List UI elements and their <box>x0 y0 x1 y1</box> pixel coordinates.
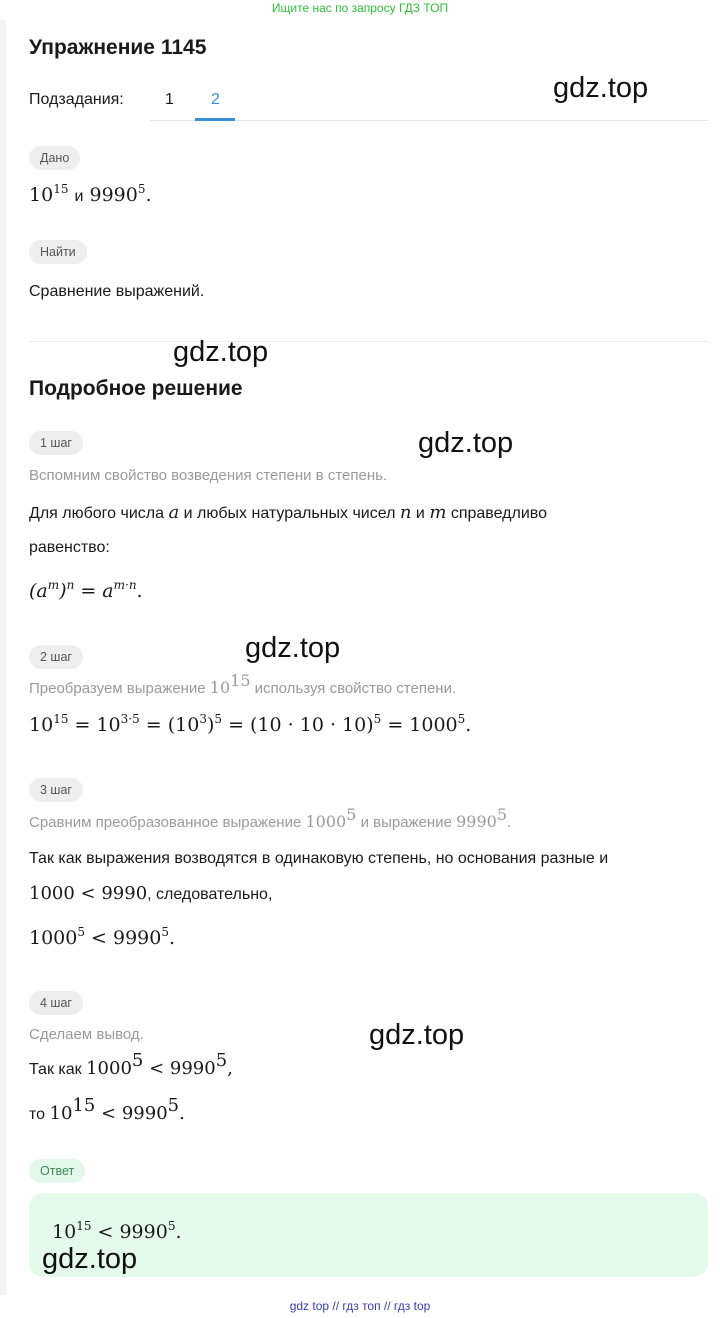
formula-part: (a <box>29 580 48 602</box>
step-2-pill-wrap <box>29 645 83 669</box>
formula-part: . <box>179 1103 185 1124</box>
given-a-base: 10 <box>29 184 54 206</box>
hint-text: и выражение <box>360 814 452 831</box>
hint-math: 5 <box>346 805 357 824</box>
solution-title: Подробное решение <box>29 377 243 400</box>
watermark: gdz.top <box>369 1019 465 1051</box>
formula-part: . <box>175 1221 182 1243</box>
formula-part: 1000 <box>29 927 78 949</box>
step-1-text: Для любого числа <box>29 505 165 522</box>
hint-text: Сравним преобразованное выражение <box>29 814 302 831</box>
formula-part: 15 <box>76 1219 92 1233</box>
formula-part: 5 <box>77 925 85 939</box>
watermark: gdz.top <box>553 72 649 104</box>
exercise-title: Упражнение 1145 <box>29 36 207 59</box>
hint-text: используя свойство степени. <box>254 680 457 697</box>
formula-part: 15 <box>72 1095 96 1116</box>
hint-text: . <box>507 814 512 831</box>
step-3-line-1: Так как выражения возводятся в одинаковую степень, но основания разные и <box>29 850 609 867</box>
formula-part: = 10 <box>68 714 121 736</box>
answer-pill-wrap <box>29 1159 85 1183</box>
formula-part: = (10 · 10 · 10) <box>222 714 374 736</box>
formula-part: = (10 <box>139 714 200 736</box>
formula-part: < 9990 <box>143 1058 216 1079</box>
tab-subtask-2[interactable]: 2 <box>211 91 220 108</box>
answer-formula <box>52 1221 182 1243</box>
step-1-line-1 <box>29 502 547 523</box>
formula-part: . <box>169 927 176 949</box>
hint-text: Преобразуем выражение <box>29 680 206 697</box>
formula-part: . <box>136 580 143 602</box>
formula-part: , <box>227 1058 233 1079</box>
formula-part: 5 <box>215 1050 228 1071</box>
active-tab-indicator <box>195 118 235 121</box>
formula-part: 5 <box>161 925 169 939</box>
given-section <box>29 146 80 170</box>
watermark: gdz.top <box>42 1243 138 1275</box>
step-1-formula <box>29 580 143 602</box>
var-m: m <box>429 502 447 523</box>
formula-part: 5 <box>131 1050 144 1071</box>
step-3-pill: 3 шаг <box>29 778 83 802</box>
section-divider <box>29 341 708 342</box>
answer-pill: Ответ <box>29 1159 85 1183</box>
step-4-pill-wrap <box>29 991 83 1015</box>
step-4-line-2 <box>29 1095 185 1124</box>
given-b-base: 9990 <box>89 184 138 206</box>
var-n: n <box>399 502 412 523</box>
formula-part: ) <box>59 580 67 602</box>
find-text: Сравнение выражений. <box>29 283 205 300</box>
step-2-formula <box>29 714 471 736</box>
given-pill: Дано <box>29 146 80 170</box>
given-end: . <box>145 184 152 206</box>
formula-part: < 9990 <box>91 1221 168 1243</box>
step-2-pill: 2 шаг <box>29 645 83 669</box>
step-1-text: и любых натуральных чисел <box>183 505 396 522</box>
hint-math: 15 <box>230 671 251 690</box>
footer-links[interactable]: gdz top // гдз топ // гдз top <box>289 1299 431 1313</box>
formula-part: 5 <box>373 712 382 726</box>
given-expression <box>29 184 152 206</box>
given-conj: и <box>74 188 84 205</box>
subtasks-label: Подзадания: <box>29 91 124 108</box>
formula-part: 3·5 <box>120 712 140 726</box>
step-4-hint: Сделаем вывод. <box>29 1026 144 1043</box>
var-a: a <box>168 502 180 523</box>
given-a-exp: 15 <box>53 182 69 196</box>
hint-math: 9990 <box>456 812 497 831</box>
step-3-text: , следовательно, <box>147 886 273 903</box>
top-banner[interactable]: Ищите нас по запросу ГДЗ ТОП <box>271 1 449 15</box>
step-1-text: справедливо <box>450 505 547 522</box>
formula-part: 10 <box>52 1221 77 1243</box>
formula-part: . <box>465 714 472 736</box>
step-3-formula <box>29 927 175 949</box>
formula-part: m·n <box>113 578 137 592</box>
formula-part: 3 <box>199 712 207 726</box>
step-3-math: 1000 < 9990 <box>29 883 148 904</box>
step-2-hint <box>29 671 457 697</box>
hint-math: 5 <box>496 805 508 824</box>
watermark: gdz.top <box>173 336 269 368</box>
formula-part: 15 <box>53 712 69 726</box>
formula-part: = a <box>74 580 114 602</box>
formula-part: 1000 <box>86 1058 132 1079</box>
formula-part: < 9990 <box>85 927 162 949</box>
tab-subtask-1[interactable]: 1 <box>165 91 174 108</box>
formula-part: 5 <box>167 1095 180 1116</box>
step-1-pill-wrap <box>29 431 83 455</box>
formula-part: < 9990 <box>95 1103 168 1124</box>
formula-part: 5 <box>457 712 466 726</box>
step-4-text: Так как <box>29 1061 82 1078</box>
step-1-text: и <box>415 505 425 522</box>
step-4-text: то <box>29 1106 46 1123</box>
left-rail <box>0 20 6 1295</box>
hint-math: 10 <box>209 678 231 697</box>
step-1-pill: 1 шаг <box>29 431 83 455</box>
formula-part: = 1000 <box>381 714 458 736</box>
step-1-hint: Вспомним свойство возведения степени в степень. <box>29 467 388 484</box>
step-3-line-2 <box>29 883 272 904</box>
step-3-pill-wrap <box>29 778 83 802</box>
formula-part: n <box>66 578 75 592</box>
find-pill: Найти <box>29 240 87 264</box>
find-section <box>29 240 87 264</box>
watermark: gdz.top <box>245 632 341 664</box>
step-4-pill: 4 шаг <box>29 991 83 1015</box>
formula-part: 5 <box>167 1219 176 1233</box>
formula-part: 10 <box>49 1103 73 1124</box>
hint-math: 1000 <box>305 812 347 831</box>
formula-part: 10 <box>29 714 54 736</box>
step-1-line-2: равенство: <box>29 539 110 556</box>
formula-part: ) <box>206 714 215 736</box>
given-b-exp: 5 <box>137 182 146 196</box>
formula-part: 5 <box>214 712 223 726</box>
formula-part: m <box>47 578 60 592</box>
step-3-hint <box>29 805 512 831</box>
watermark: gdz.top <box>418 427 514 459</box>
step-4-line-1 <box>29 1050 233 1079</box>
